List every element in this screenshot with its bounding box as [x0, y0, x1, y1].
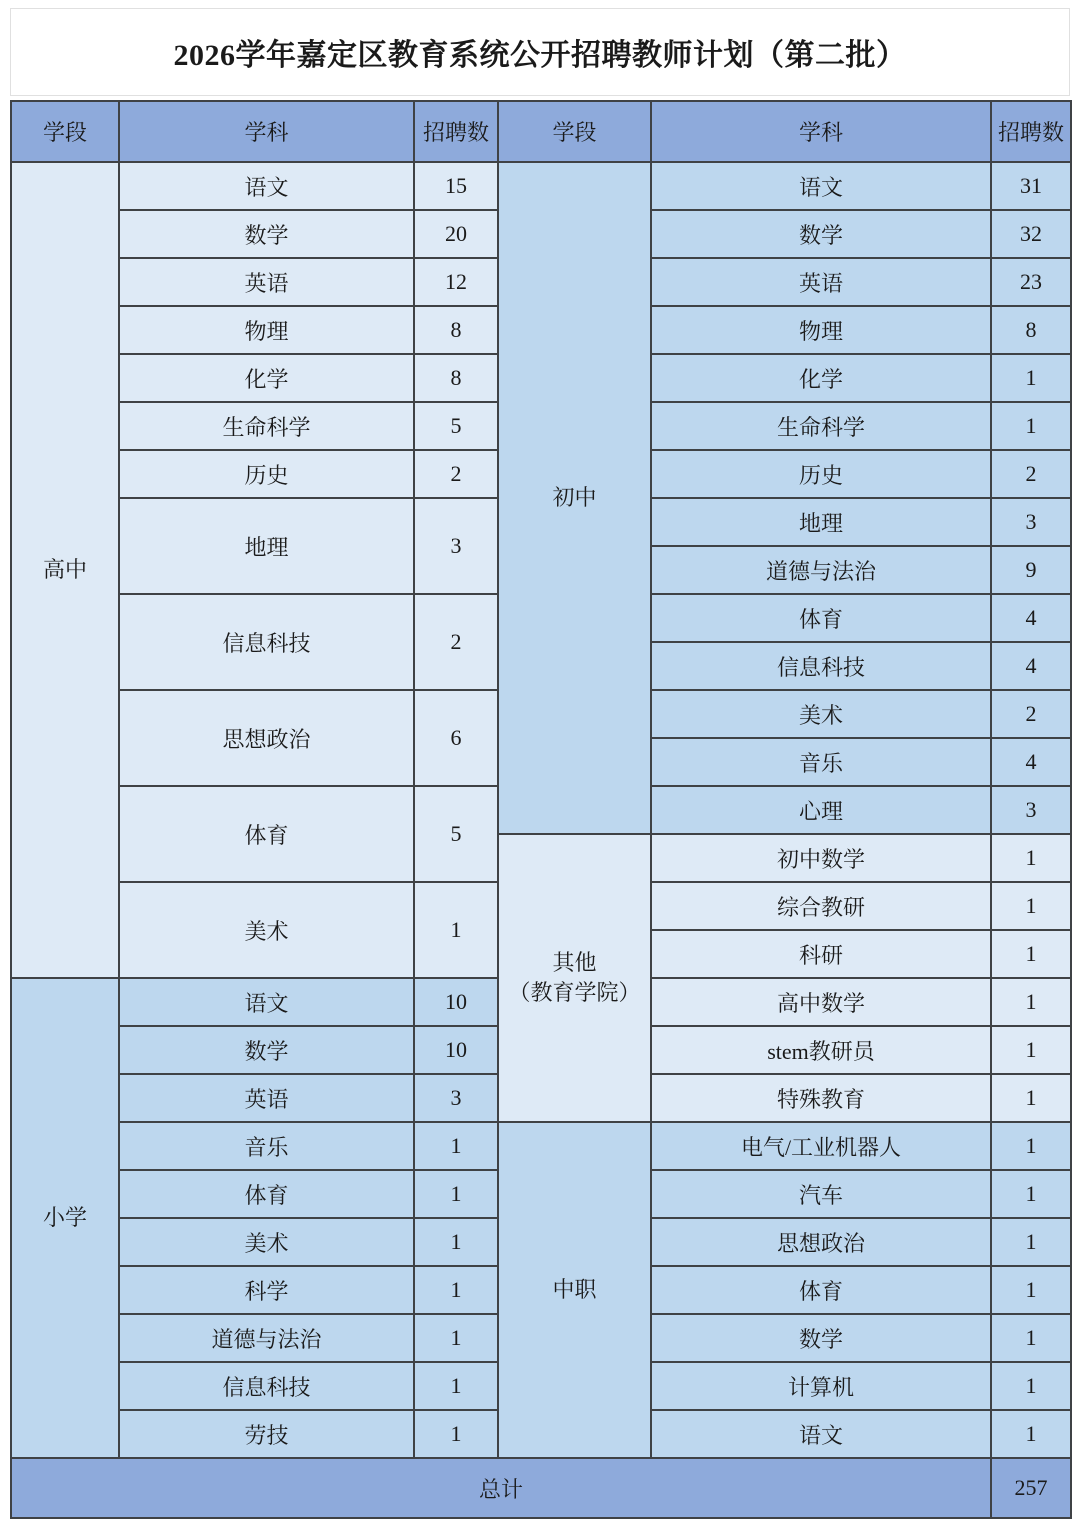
count-cell: 1	[991, 1170, 1071, 1218]
count-cell: 8	[991, 306, 1071, 354]
count-cell: 9	[991, 546, 1071, 594]
subject-cell: 语文	[651, 1410, 991, 1458]
count-cell: 2	[414, 594, 498, 690]
subject-cell: 化学	[651, 354, 991, 402]
count-cell: 4	[991, 594, 1071, 642]
subject-cell: 数学	[119, 1026, 414, 1074]
count-cell: 23	[991, 258, 1071, 306]
table-footer	[11, 1458, 1071, 1518]
count-cell: 10	[414, 978, 498, 1026]
subject-cell: 道德与法治	[651, 546, 991, 594]
count-cell: 1	[991, 1266, 1071, 1314]
subject-cell: 地理	[119, 498, 414, 594]
stage-cell-vocational: 中职	[498, 1122, 651, 1458]
count-cell: 2	[991, 450, 1071, 498]
subject-cell: 思想政治	[651, 1218, 991, 1266]
subject-cell: 物理	[651, 306, 991, 354]
count-cell: 1	[991, 834, 1071, 882]
subject-cell: 体育	[119, 1170, 414, 1218]
count-cell: 8	[414, 354, 498, 402]
count-cell: 3	[414, 1074, 498, 1122]
subject-cell: 音乐	[119, 1122, 414, 1170]
subject-cell: 美术	[119, 882, 414, 978]
count-cell: 2	[991, 690, 1071, 738]
count-cell: 1	[414, 1410, 498, 1458]
subject-cell: 历史	[119, 450, 414, 498]
subject-cell: stem教研员	[651, 1026, 991, 1074]
subject-cell: 历史	[651, 450, 991, 498]
count-cell: 12	[414, 258, 498, 306]
header-row	[11, 101, 1071, 162]
recruitment-plan-table	[10, 100, 1072, 1519]
table-header	[11, 101, 1071, 162]
count-cell: 1	[991, 1410, 1071, 1458]
count-cell: 5	[414, 786, 498, 882]
subject-cell: 初中数学	[651, 834, 991, 882]
subject-cell: 科研	[651, 930, 991, 978]
subject-cell: 计算机	[651, 1362, 991, 1410]
subject-cell: 英语	[119, 1074, 414, 1122]
total-count: 257	[991, 1458, 1071, 1518]
count-cell: 1	[991, 1122, 1071, 1170]
count-cell: 1	[414, 1362, 498, 1410]
subject-cell: 体育	[651, 1266, 991, 1314]
subject-cell: 美术	[119, 1218, 414, 1266]
subject-cell: 语文	[651, 162, 991, 210]
count-cell: 20	[414, 210, 498, 258]
stage-cell-high-school: 高中	[11, 162, 119, 978]
column-header-count-right: 招聘数	[991, 101, 1071, 162]
subject-cell: 美术	[651, 690, 991, 738]
subject-cell: 思想政治	[119, 690, 414, 786]
count-cell: 1	[991, 882, 1071, 930]
table-row	[11, 162, 1071, 210]
subject-cell: 特殊教育	[651, 1074, 991, 1122]
count-cell: 15	[414, 162, 498, 210]
subject-cell: 体育	[651, 594, 991, 642]
subject-cell: 语文	[119, 978, 414, 1026]
total-row	[11, 1458, 1071, 1518]
count-cell: 2	[414, 450, 498, 498]
subject-cell: 高中数学	[651, 978, 991, 1026]
subject-cell: 劳技	[119, 1410, 414, 1458]
count-cell: 3	[991, 498, 1071, 546]
count-cell: 32	[991, 210, 1071, 258]
subject-cell: 电气/工业机器人	[651, 1122, 991, 1170]
count-cell: 1	[414, 1218, 498, 1266]
count-cell: 1	[991, 402, 1071, 450]
count-cell: 10	[414, 1026, 498, 1074]
count-cell: 1	[991, 930, 1071, 978]
count-cell: 8	[414, 306, 498, 354]
subject-cell: 语文	[119, 162, 414, 210]
count-cell: 1	[414, 1170, 498, 1218]
count-cell: 3	[991, 786, 1071, 834]
count-cell: 1	[414, 1122, 498, 1170]
column-header-stage-left: 学段	[11, 101, 119, 162]
page-title: 2026学年嘉定区教育系统公开招聘教师计划（第二批）	[10, 8, 1070, 96]
subject-cell: 英语	[119, 258, 414, 306]
count-cell: 1	[414, 882, 498, 978]
subject-cell: 数学	[651, 210, 991, 258]
count-cell: 5	[414, 402, 498, 450]
count-cell: 31	[991, 162, 1071, 210]
subject-cell: 音乐	[651, 738, 991, 786]
count-cell: 1	[991, 1362, 1071, 1410]
column-header-subject-left: 学科	[119, 101, 414, 162]
subject-cell: 生命科学	[119, 402, 414, 450]
subject-cell: 综合教研	[651, 882, 991, 930]
subject-cell: 道德与法治	[119, 1314, 414, 1362]
subject-cell: 体育	[119, 786, 414, 882]
count-cell: 6	[414, 690, 498, 786]
subject-cell: 数学	[119, 210, 414, 258]
subject-cell: 数学	[651, 1314, 991, 1362]
column-header-stage-right: 学段	[498, 101, 651, 162]
count-cell: 1	[991, 1026, 1071, 1074]
table-row	[11, 1122, 1071, 1170]
stage-cell-other-education-institute: 其他 （教育学院）	[498, 834, 651, 1122]
subject-cell: 科学	[119, 1266, 414, 1314]
stage-cell-junior-high: 初中	[498, 162, 651, 834]
subject-cell: 物理	[119, 306, 414, 354]
subject-cell: 信息科技	[119, 1362, 414, 1410]
count-cell: 1	[991, 1314, 1071, 1362]
subject-cell: 汽车	[651, 1170, 991, 1218]
count-cell: 3	[414, 498, 498, 594]
count-cell: 1	[991, 1074, 1071, 1122]
count-cell: 1	[414, 1266, 498, 1314]
total-label: 总计	[11, 1458, 991, 1518]
count-cell: 4	[991, 642, 1071, 690]
subject-cell: 英语	[651, 258, 991, 306]
subject-cell: 信息科技	[119, 594, 414, 690]
subject-cell: 地理	[651, 498, 991, 546]
subject-cell: 信息科技	[651, 642, 991, 690]
subject-cell: 心理	[651, 786, 991, 834]
subject-cell: 生命科学	[651, 402, 991, 450]
stage-cell-primary-school: 小学	[11, 978, 119, 1458]
column-header-count-left: 招聘数	[414, 101, 498, 162]
subject-cell: 化学	[119, 354, 414, 402]
table-body	[11, 162, 1071, 1458]
count-cell: 4	[991, 738, 1071, 786]
count-cell: 1	[991, 354, 1071, 402]
count-cell: 1	[991, 978, 1071, 1026]
count-cell: 1	[991, 1218, 1071, 1266]
column-header-subject-right: 学科	[651, 101, 991, 162]
count-cell: 1	[414, 1314, 498, 1362]
